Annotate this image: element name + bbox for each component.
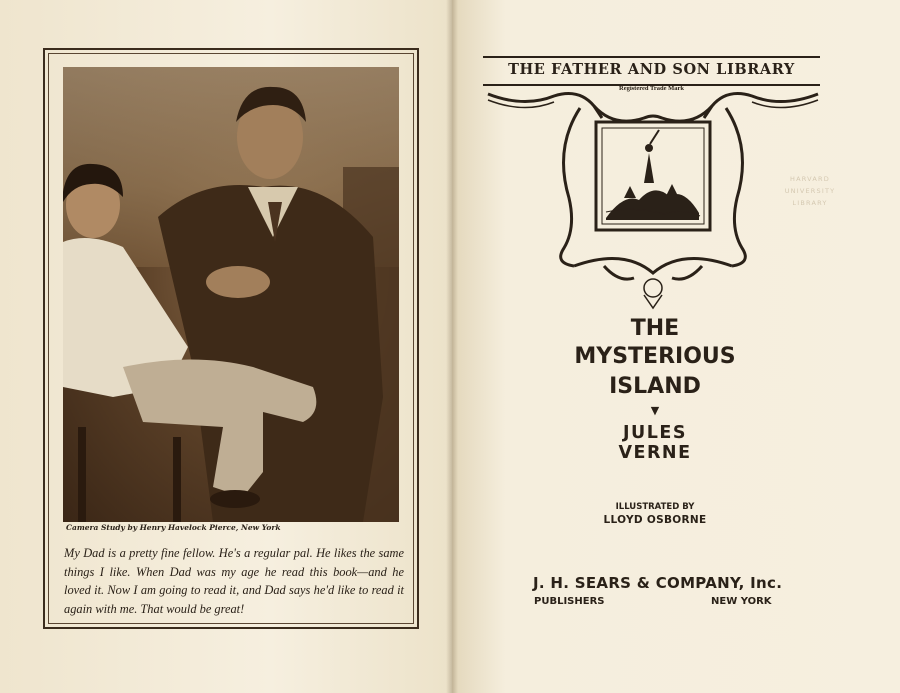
son-quote: My Dad is a pretty fine fellow. He's a regular pal. He likes the same things I like. When Dad was my age he read this book—and he loved it. Now I am going to read it, and Dad says he'd like to read it again with me. That would be great! xyxy=(64,546,404,616)
father-and-son-photo-illustration xyxy=(63,67,399,522)
decorative-emblem-ornament xyxy=(484,88,822,310)
library-stamp-line: UNIVERSITY xyxy=(784,187,836,195)
author-line: VERNE xyxy=(618,443,692,463)
trademark-note: Registered Trade Mark xyxy=(619,85,684,92)
book-title-line: MYSTERIOUS xyxy=(574,344,736,369)
book-title-line: ISLAND xyxy=(609,374,701,399)
library-stamp-line: HARVARD xyxy=(790,175,830,183)
publishers-label: PUBLISHERS xyxy=(534,596,605,607)
photo-caption: Camera Study by Henry Havelock Pierce, New York xyxy=(66,523,281,532)
illustrated-by-label: ILLUSTRATED BY xyxy=(615,502,695,512)
series-title: THE FATHER AND SON LIBRARY xyxy=(508,61,795,78)
publisher-name: J. H. SEARS & COMPANY, Inc. xyxy=(533,574,783,592)
library-stamp-line: LIBRARY xyxy=(792,199,828,207)
illustrator-name: LLOYD OSBORNE xyxy=(603,514,707,526)
fleuron-divider-icon: ▼ xyxy=(650,404,660,417)
publisher-city: NEW YORK xyxy=(711,596,772,607)
book-gutter xyxy=(446,0,458,693)
frontispiece-photo xyxy=(63,67,399,522)
book-title-line: THE xyxy=(630,316,680,341)
author-line: JULES xyxy=(623,423,687,443)
